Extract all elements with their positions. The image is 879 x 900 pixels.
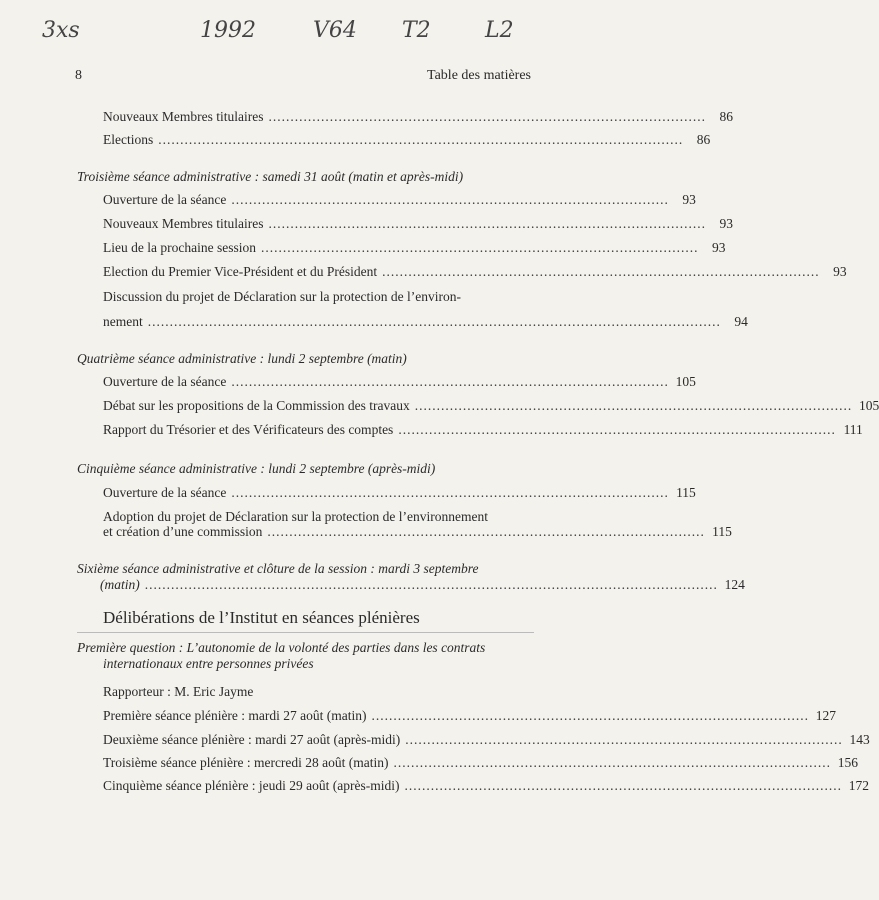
leader-dots: .................................................................................................... — [231, 374, 669, 389]
toc-entry-page: 93 — [711, 240, 726, 255]
leader-dots: ........................................................................................................................ — [158, 132, 684, 147]
toc-entry-label: Election du Premier Vice-Président et du Président — [103, 264, 378, 279]
toc-entry-label: Nouveaux Membres titulaires — [103, 216, 264, 231]
toc-entry[interactable] — [100, 577, 745, 593]
leader-dots: .................................................................................................... — [260, 240, 699, 255]
toc-entry[interactable] — [103, 132, 711, 148]
toc-entry-label: Rapport du Trésorier et des Vérificateurs des comptes — [103, 422, 394, 437]
leader-dots: .................................................................................................... — [231, 192, 669, 207]
toc-entry-label-line: Discussion du projet de Déclaration sur la protection de l’environ- — [103, 289, 462, 304]
leader-dots: .................................................................................................... — [371, 708, 810, 723]
handwritten-note: 3xs — [42, 18, 80, 43]
leader-dots: .................................................................................................... — [404, 778, 843, 793]
toc-entry-label: Deuxième séance plénière : mardi 27 août (après-midi) — [103, 732, 401, 747]
toc-entry-label: nement — [103, 314, 143, 329]
rapporteur: Rapporteur : M. Eric Jayme — [103, 684, 254, 699]
toc-entry-page: 111 — [843, 422, 863, 437]
toc-entry-label: Cinquième séance plénière : jeudi 29 août (après-midi) — [103, 778, 400, 793]
toc-entry-label: Ouverture de la séance — [103, 192, 227, 207]
toc-entry-page: 86 — [719, 109, 733, 124]
toc-entry[interactable] — [103, 755, 859, 771]
section-heading: Sixième séance administrative et clôture de la session : mardi 3 septembre — [77, 561, 479, 576]
toc-entry[interactable] — [103, 192, 696, 208]
leader-dots: .................................................................................................... — [398, 422, 836, 437]
toc-entry-label: Troisième séance plénière : mercredi 28 août (matin) — [103, 755, 389, 770]
toc-entry-page: 156 — [837, 755, 859, 770]
toc-entry-label: Débat sur les propositions de la Commission des travaux — [103, 398, 410, 413]
leader-dots: ................................................................................................................................... — [144, 577, 718, 592]
toc-entry-label: et création d’une commission — [103, 524, 263, 539]
running-title: Table des matières — [427, 68, 531, 83]
toc-entry-label: Première séance plénière : mardi 27 août (matin) — [103, 708, 367, 723]
divider — [77, 632, 534, 633]
toc-entry-label: Lieu de la prochaine session — [103, 240, 256, 255]
toc-entry-page: 93 — [682, 192, 696, 207]
toc-entry-label: Elections — [103, 132, 154, 147]
leader-dots: .................................................................................................... — [405, 732, 843, 747]
toc-entry[interactable] — [103, 422, 863, 438]
leader-dots: .................................................................................................... — [414, 398, 853, 413]
leader-dots: ................................................................................................................................... — [147, 314, 721, 329]
handwritten-note: L2 — [485, 18, 514, 43]
toc-entry-page: 124 — [724, 577, 745, 592]
toc-entry[interactable] — [103, 485, 696, 501]
leader-dots: .................................................................................................... — [268, 216, 706, 231]
toc-entry-page: 105 — [675, 374, 696, 389]
section-heading: Quatrième séance administrative : lundi 2 septembre (matin) — [77, 351, 407, 366]
toc-entry[interactable] — [103, 314, 748, 330]
leader-dots: .................................................................................................... — [231, 485, 669, 500]
toc-entry-page: 93 — [833, 264, 847, 279]
leader-dots: .................................................................................................... — [393, 755, 832, 770]
toc-entry[interactable] — [103, 778, 870, 794]
toc-entry[interactable] — [103, 264, 847, 280]
toc-entry[interactable] — [103, 374, 696, 390]
toc-entry-page: 115 — [676, 485, 696, 500]
toc-entry[interactable] — [103, 524, 732, 540]
toc-entry-page: 172 — [848, 778, 870, 793]
leader-dots: .................................................................................................... — [267, 524, 705, 539]
toc-entry-page: 94 — [734, 314, 748, 329]
toc-entry-page: 93 — [719, 216, 733, 231]
part-title: Délibérations de l’Institut en séances plénières — [103, 608, 420, 627]
toc-entry-label-line: Adoption du projet de Déclaration sur la protection de l’environnement — [103, 509, 489, 524]
toc-entry-page: 127 — [815, 708, 837, 723]
page-number: 8 — [75, 68, 82, 83]
toc-entry-page: 105 — [858, 398, 879, 413]
toc-entry[interactable] — [103, 240, 726, 256]
toc-entry-label: (matin) — [100, 577, 140, 592]
toc-entry-page: 86 — [696, 132, 711, 147]
question-heading: Première question : L’autonomie de la volonté des parties dans les contrats — [77, 640, 486, 655]
handwritten-note: V64 — [313, 18, 357, 43]
toc-entry-page: 143 — [849, 732, 870, 747]
handwritten-note: 1992 — [200, 18, 256, 43]
toc-entry-page: 115 — [712, 524, 732, 539]
toc-entry[interactable] — [103, 398, 879, 414]
leader-dots: .................................................................................................... — [382, 264, 820, 279]
section-heading: Troisième séance administrative : samedi 31 août (matin et après-midi) — [77, 169, 464, 184]
toc-entry-label: Nouveaux Membres titulaires — [103, 109, 264, 124]
toc-entry-label: Ouverture de la séance — [103, 374, 227, 389]
section-heading: Cinquième séance administrative : lundi 2 septembre (après-midi) — [77, 461, 436, 476]
toc-entry-label: Ouverture de la séance — [103, 485, 227, 500]
toc-entry[interactable] — [103, 216, 733, 232]
toc-entry[interactable] — [103, 732, 870, 748]
handwritten-note: T2 — [402, 18, 431, 43]
toc-entry[interactable] — [103, 109, 733, 125]
leader-dots: .................................................................................................... — [268, 109, 706, 124]
question-heading-cont: internationaux entre personnes privées — [103, 656, 314, 671]
toc-entry[interactable] — [103, 708, 837, 724]
